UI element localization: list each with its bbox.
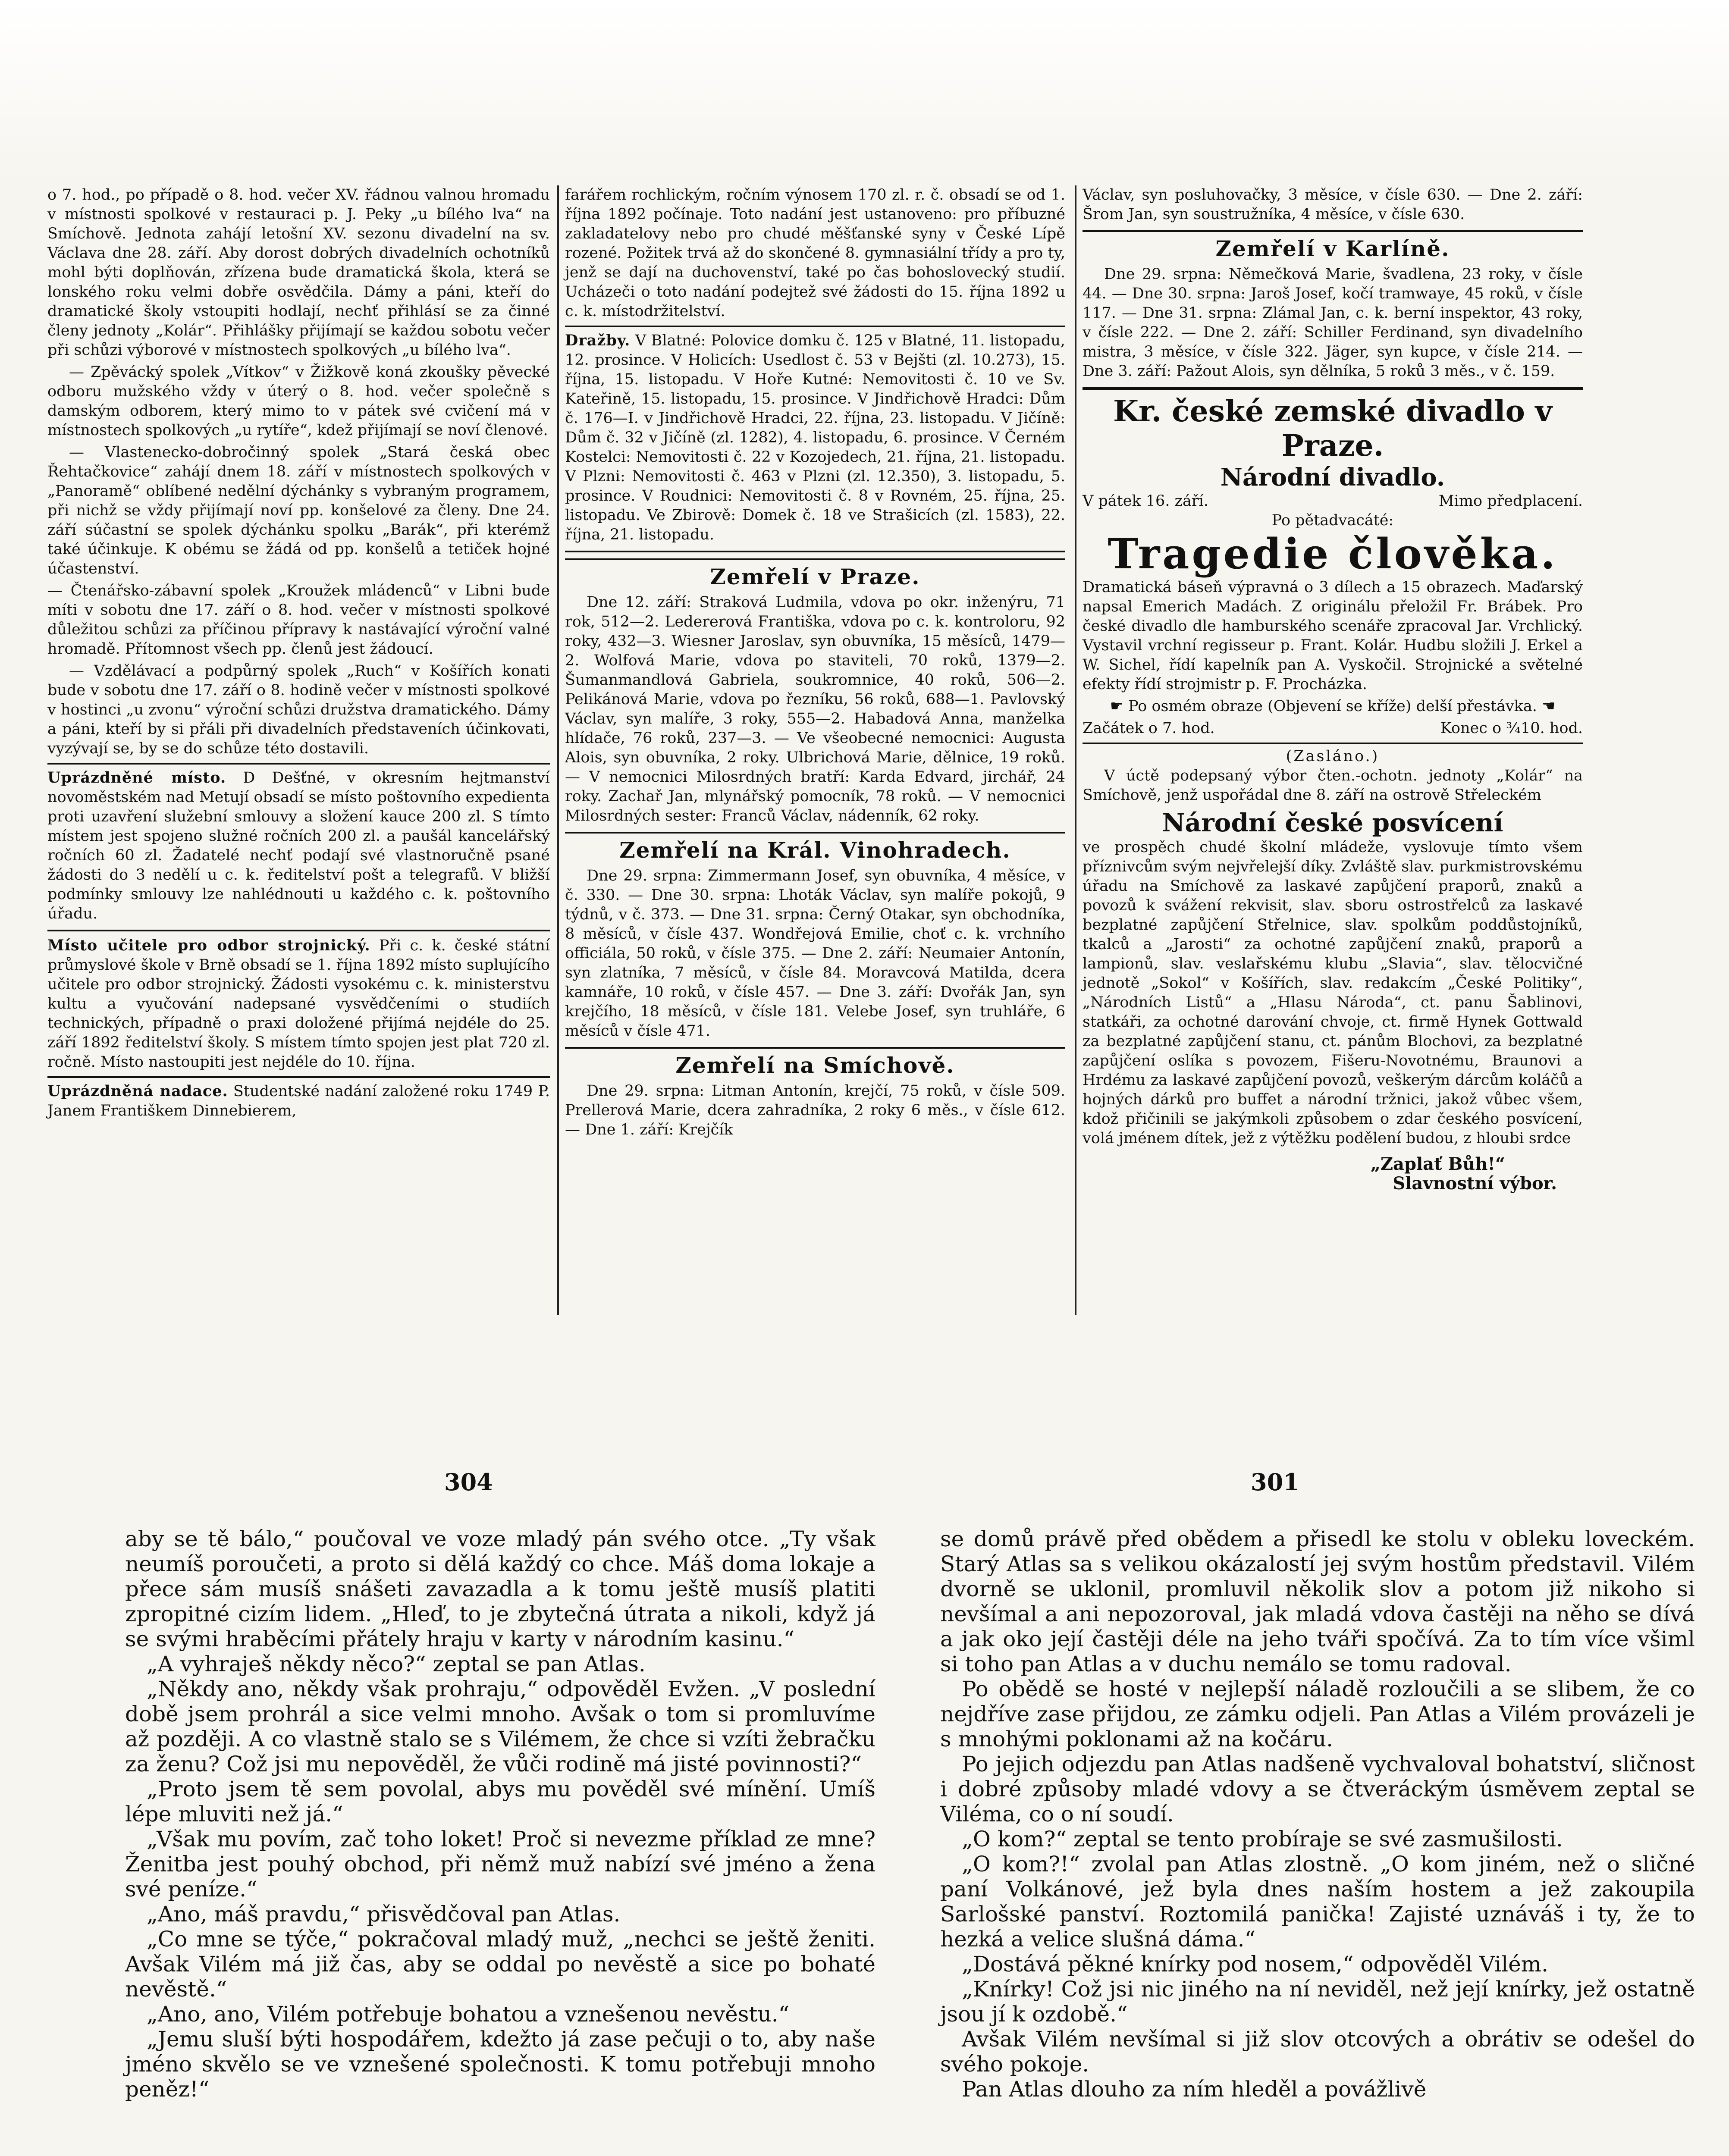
page-number-left: 304 [444,1468,493,1496]
novel-paragraph: Avšak Vilém nevšímal si již slov otcových a obrátiv se odešel do svého pokoje. [940,2027,1695,2077]
novel-paragraph: „Ano, máš pravdu,“ přisvědčoval pan Atlas. [147,1902,621,1927]
novel-paragraph: „Proto jsem tě sem povolal, abys mu pověděl své mínění. Umíš lépe mluviti než já.“ [125,1777,875,1827]
scan-margin [0,0,1729,181]
news-paragraph: — Vlastenecko-dobročinný spolek „Stará česká obec Řehtačkovice“ zahájí dnem 18. září v místnostech spolkových v „Panoramě“ oblíbené nedělní dýchánky s vybraným programem, při nichž se vždy přijímají noví pp. konšelové za členy. Dne 24. září súčastní se spolek dýchánku spolku „Barák“, při kterémž také účinkuje. K obému se žádá od pp. konšelů a tetiček hojné účastenství. [47,444,550,577]
theatre-title: Kr. české zemské divadlo v Praze. [1083,387,1583,463]
obituary-list: Dne 12. září: Straková Ludmila, vdova po okr. inženýru, 71 rok, 512—2. Ledererová Františka, vdova po c. k. kontroloru, 92 roky, 432—3. Wiesner Jaroslav, syn obuvníka, 15 měsíců, 1479—2. Wolfová Marie, vdova po staviteli, 70 roků, 1379—2. Šumanmandlová Gabriela, soukromnice, 40 roků, 506—2. Pelikánová Marie, vdova po řezníku, 56 roků, 688—1. Pavlovský Václav, syn malíře, 3 roky, 555—2. Habadová Anna, manželka hlídače, 76 roků, 237—3. — Ve všeobecné nemocnici: Augusta Alois, syn obuvníka, 2 roky. Ulbrichová Marie, dělnice, 19 roků. — V nemocnici Milosrdných bratří: Karda Edvard, jirchář, 24 roky. Zachař Jan, mlynářský pomocník, 78 roků. — V nemocnici Milosrdných sester: Franců Václav, nádenník, 62 roky. [565,594,1065,824]
obituary-list: Václav, syn posluhovačky, 3 měsíce, v čísle 630. — Dne 2. září: Šrom Jan, syn soustružníka, 4 měsíce, v čísle 630. [1083,186,1583,223]
news-column-3 [1083,185,1583,1193]
event-title: Národní české posvícení [1162,808,1503,837]
news-column-2 [565,185,1065,1142]
novel-paragraph: „O kom?“ zeptal se tento probíraje se své zasmušilosti. [962,1827,1563,1852]
notice-box [47,1076,550,1127]
novel-paragraph: „Někdy ano, někdy však prohraju,“ odpověděl Evžen. „V poslední době jsem prohrál a sice velmi mnoho. Avšak o tom si promluvíme až později. A co vlastně stalo se s Vilémem, že chce si vzíti žebračku za ženu? Což jsi mu nepověděl, že vůči rodině má jisté povinnosti?“ [125,1677,875,1777]
novel-paragraph: „Ano, ano, Vilém potřebuje bohatou a vznešenou nevěstu.“ [147,2002,790,2027]
page-number-right: 301 [1251,1468,1299,1496]
play-description: Dramatická báseň výpravná o 3 dílech a 15 obrazech. Maďarský napsal Emerich Madách. Z originálu přeložil Fr. Brábek. Pro české divadlo dle hamburského scenáře zpracoval Jar. Vrchlický. Vystavil vrchní regisseur p. Frant. Kolár. Hudbu složili J. Erkel a W. Sichel, řídí kapelník pan A. Vyskočil. Strojnické a světelné efekty řídí strojmistr p. F. Procházka. [1083,579,1583,693]
novel-paragraph: „Dostává pěkné knírky pod nosem,“ odpověděl Vilém. [962,1952,1548,1977]
notice [47,936,550,1072]
section-title: Zemřelí v Praze. [565,558,1065,590]
performance-subscription: Mimo předplacení. [1438,492,1583,510]
pointing-hand-icon: ☚ [1537,698,1556,715]
section-title: Zemřelí na Smíchově. [565,1047,1065,1079]
notice-heading: Uprázdněné místo. [47,769,226,787]
notice-heading: Uprázdněná nadace. [47,1082,228,1100]
novel-column-right [940,1526,1695,2102]
notice-box [47,763,550,931]
novel-paragraph: se domů právě před obědem a přisedl ke stolu v obleku loveckém. Starý Atlas sa s velikou okázalostí jej svým hostům představil. Vilém dvorně se uklonil, promluvil několik slov a potom již nikoho si nevšímal a ani nepozoroval, jak mladá vdova častěji na něho se dívá a jak oko její častěji déle na jeho tváři spočívá. Za to tím více všiml si toho pan Atlas a v duchu nemálo se tomu radoval. [940,1526,1695,1677]
notice [47,768,550,924]
theatre-subtitle: Národní divadlo. [1220,463,1445,492]
novel-paragraph: „Jemu sluší býti hospodářem, kdežto já zase pečuji o to, aby naše jméno skvělo se ve vznešené společnosti. K tomu potřebuji mnoho peněz!“ [125,2027,875,2102]
news-paragraph: — Vzdělávací a podpůrný spolek „Ruch“ v Košířích konati bude v sobotu dne 17. září o 8. hodině večer v místnosti spolkové v hostinci „u zvonu“ výroční schůzi družstva dramatického. Dámy a páni, kteří by si přáli při divadelních představeních účinkovati, vyzývají se, by se do schůze této dostavili. [47,662,550,757]
novel-paragraph: „Co mne se týče,“ pokračoval mladý muž, „nechci se ještě ženiti. Avšak Vilém má již čas, aby se oddal po nevěstě a sice po bohaté nevěstě.“ [125,1927,875,2002]
obituary-list: Dne 29. srpna: Litman Antonín, krejčí, 75 roků, v čísle 509. Prellerová Marie, dcera zahradníka, 2 roky 6 měs., v čísle 612. — Dne 1. září: Krejčík [565,1082,1065,1138]
novel-paragraph: aby se tě bálo,“ poučoval ve voze mladý pán svého otce. „Ty však neumíš poroučeti, a proto si dělá každý co chce. Máš doma lokaje a přece sám musíš snášeti zavazadla a k tomu ještě musíš platiti zpropitné cizím lidem. „Hleď, to je zbytečná útrata a nikoli, když já se svými hraběcími přátely hraju v karty v národním kasinu.“ [125,1526,875,1651]
start-time: Začátek o 7. hod. [1083,720,1215,737]
auction-heading: Dražby. [565,332,631,349]
auction-notice [565,331,1065,545]
signature-committee: Slavnostní výbor. [1393,1173,1557,1194]
novel-paragraph: Pan Atlas dlouho za ním hleděl a povážlivě [962,2077,1427,2102]
end-time: Konec o ¾10. hod. [1440,720,1583,737]
thanks-text: ve prospěch chudé školní mládeže, vyslovuje tímto všem příznivcům svým nejvřelejší díky. Zvláště slav. purkmistrovskému úřadu na Smíchově za laskavé zapůjčení praporů, znaků a povozů k svážení rekvisit, slav. sboru ostrostřelců za laskavé bezplatné zapůjčení Střelnice, slav. spolkům poddůstojníků, tkalců a „Jarosti“ za ochotné zapůjčení znaků, praporů a lampionů, slav. veslařskému klubu „Slavia“, slav. tělocvičné jednotě „Sokol“ v Košířích, slav. redakcím „České Politiky“, „Národních Listů“ a „Hlasu Národa“, ct. panu Šablinovi, statkáři, za ochotné darování chvoje, ct. firmě Hynek Gottwald za bezplatné zapůjčení stanu, ct. pánům Blochovi, za bezplatné zapůjčení oslíka s povozem, Fišeru-Novotnému, Braunovi a Hrdému za laskavé zapůjčení povozů, veškerým dárcům koláčů a hojných dárků pro buffet a národní tržnici, jakož vůbec všem, kdož přičinili se jakýmkoli způsobem o zdar českého posvícení, volá jménem dítek, jež z výtěžku podělení budou, z hloubi srdce [1083,839,1583,1147]
play-title: Tragedie člověka. [1108,530,1558,578]
obituary-list: Dne 29. srpna: Zimmermann Josef, syn obuvníka, 4 měsíce, v č. 330. — Dne 30. srpna: Lhoták Václav, syn malíře pokojů, 9 týdnů, v č. 373. — Dne 31. srpna: Černý Otakar, syn obchodníka, 8 měsíců, v čísle 437. Wondřejová Emilie, choť c. k. vrchního officiála, 50 roků, v čísle 375. — Dne 2. září: Neumaier Antonín, syn zlatníka, 7 měsíců, v čísle 84. Moravcová Matilda, dcera kamnáře, 10 roků, v čísle 457. — Dne 3. září: Dvořák Jan, syn krejčího, 18 měsíců, v čísle 181. Velebe Josef, syn truhláře, 6 měsíců v čísle 471. [565,867,1065,1040]
news-paragraph: o 7. hod., po případě o 8. hod. večer XV. řádnou valnou hromadu v místnosti spolkové v restauraci p. J. Peky „u bílého lva“ na Smíchově. Jednota zahájí letošní XV. sezonu divadelní na sv. Václava dne 28. září. Aby dorost dobrých divadelních ochotníků mohl býti doplňován, zřízena bude dramatická škola, která se lonského roku velmi dobře osvědčila. Dámy a páni, kteří do dramatické školy vstoupiti hodlají, nechť přihlásí se za činné členy jednoty „Kolár“. Přihlášky přijímají se každou sobotu večer při schůzi výborové v místnostech spolkových „u bílého lva“. [47,186,550,359]
notice-text: D Dešťné, v okresním hejtmanství novoměstském nad Metují obsadí se místo poštovního expedienta proti uzavření služební smlouvy a složení kauce 200 zl. S tímto místem jest spojeno služné ročních 200 zl. a paušál kancelářský ročních 60 zl. Žadatelé nechť podají své vlastnoručně psané žádosti do 3 nedělí u c. k. ředitelství pošt a telegrafů. V bližší podmínky smlouvy lze nahlédnouti u každého c. k. poštovního úřadu. [47,769,550,922]
novel-paragraph: „O kom?!“ zvolal pan Atlas zlostně. „O kom jiném, než o sličné paní Volkánové, jež byla dnes naším hostem a jež zakoupila Sarlošské panství. Roztomilá panička! Zajisté uznáváš i ty, že to hezká a velice slušná dáma.“ [940,1852,1695,1952]
zaslano-heading: (Zasláno.) [1083,743,1583,766]
thanks-intro: V úctě podepsaný výbor čten.-ochotn. jednoty „Kolár“ na Smíchově, jenž uspořádal dne 8. září na ostrově Střeleckém [1083,767,1583,804]
times-row [1083,719,1583,738]
notice [47,1081,550,1121]
performance-day: V pátek 16. září. [1083,492,1208,510]
auction-box [565,326,1065,552]
column-rule [557,185,559,1315]
news-paragraph: — Zpěvácký spolek „Vítkov“ v Žižkově koná zkoušky pěvecké odboru mužského vždy v úterý o 8. hod. večer společně s damským odborem, který mimo to v pátek své cvičení má v místnostech spolkových „u rytíře“, kdež přijímají se noví členové. [47,364,550,439]
auction-text: V Blatné: Polovice domku č. 125 v Blatné, 11. listopadu, 12. prosince. V Holicích: Usedlost č. 53 v Bejšti (zl. 10.273), 15. října, 15. listopadu. V Hoře Kutné: Nemovitosti č. 10 ve Sv. Kateřině, 15. listopadu, 15. prosince. V Jindřichově Hradci: Dům č. 176—I. v Jindřichově Hradci, 22. října, 23. listopadu. V Jičíně: Dům č. 32 v Jičíně (zl. 1282), 4. listopadu, 6. prosince. V Černém Kostelci: Nemovitosti č. 22 v Kozojedech, 21. října, 21. listopadu. V Plzni: Nemovitosti č. 463 v Plzni (zl. 12.350), 3. listopadu, 5. prosince. V Roudnici: Nemovitosti č. 8 v Rovném, 25. října, 25. listopadu. Ve Zbirově: Domek č. 18 ve Strašicích (zl. 1583), 22. října, 21. listopadu. [565,332,1065,543]
news-column-1 [47,185,550,1131]
section-title: Zemřelí na Král. Vinohradech. [565,832,1065,864]
section-title: Zemřelí v Karlíně. [1083,230,1583,262]
notice-text: Při c. k. české státní průmyslové škole v Brně obsadí se 1. října 1892 místo suplujícího učitele pro odbor strojnický. Žádosti vysokému c. k. ministerstvu kultu a vyučování nadepsané vysvědčeními o studiích technických, případně o praxi doložené přijímá nejdéle do 25. září 1892 ředitelství školy. S místem tímto spojen jest plat 720 zl. ročně. Místo nastoupiti jest nejdéle do 10. října. [47,937,550,1071]
obituary-list: Dne 29. srpna: Němečková Marie, švadlena, 23 roky, v čísle 44. — Dne 30. srpna: Jaroš Josef, kočí tramwaye, 45 roků, v čísle 117. — Dne 31. srpna: Zlámal Jan, c. k. berní inspektor, 43 roky, v čísle 222. — Dne 2. září: Schiller Ferdinand, syn divadelního mistra, 3 měsíce, v čísle 322. Jäger, syn kupce, v čísle 214. — Dne 3. září: Pažout Alois, syn dělníka, 5 roků 3 měs., v č. 159. [1083,266,1583,380]
performance-count: Po pětadvacáté: [1271,512,1394,529]
performance-row [1083,492,1583,511]
column-rule [1075,185,1076,1315]
news-paragraph: — Čtenářsko-zábavní spolek „Kroužek mládenců“ v Libni bude míti v sobotu dne 17. září o 8. hod. večer v místnosti spolkové důležitou schůzi za příčinou přípravy k nastávající výroční valné hromadě. Přítomnost všech pp. členů jest žádoucí. [47,582,550,658]
notice-text: Studentské nadání založené roku 1749 P. Janem Františkem Dinnebierem, [47,1083,550,1119]
novel-paragraph: „Knírky! Což jsi nic jiného na ní neviděl, než její knírky, jež ostatně jsou jí k ozdobě.“ [940,1977,1695,2027]
novel-paragraph: „Však mu povím, zač toho loket! Proč si nevezme příklad ze mne? Ženitba jest pouhý obchod, při němž muž nabízí své jméno a žena své peníze.“ [125,1827,875,1902]
novel-column-left [125,1526,875,2102]
signature-line: „Zaplať Bůh!“ [1370,1154,1505,1174]
intermission-note: ☛ Po osmém obraze (Objevení se kříže) delší přestávka. ☚ [1110,698,1556,715]
novel-paragraph: „A vyhraješ někdy něco?“ zeptal se pan Atlas. [147,1651,646,1677]
pointing-hand-icon: ☛ [1110,698,1129,715]
news-paragraph: farářem rochlickým, ročním výnosem 170 zl. r. č. obsadí se od 1. října 1892 počínaje. Toto nadání jest ustanoveno: pro příbuzné zakladatelovy nebo pro chudé měšťanské syny v České Lípě rozené. Požitek trvá až do skončené 8. gymnasiální třídy a pro ty, jenž se dají na duchovenství, také po čas bohoslovecký studií. Ucházeči o toto nadání podejtež své žádosti do 15. října 1892 u c. k. místodržitelství. [565,186,1065,320]
notice-heading: Místo učitele pro odbor strojnický. [47,937,370,954]
novel-paragraph: Po jejich odjezdu pan Atlas nadšeně vychvaloval bohatství, sličnost i dobré způsoby mladé vdovy a se čtveráckým úsměvem zeptal se Viléma, co o ní soudí. [940,1752,1695,1827]
novel-paragraph: Po obědě se hosté v nejlepší náladě rozloučili a se slibem, že co nejdříve zase přijdou, ze zámku odjeli. Pan Atlas a Vilém provázeli je s mnohými poklonami až na kočáru. [940,1677,1695,1752]
